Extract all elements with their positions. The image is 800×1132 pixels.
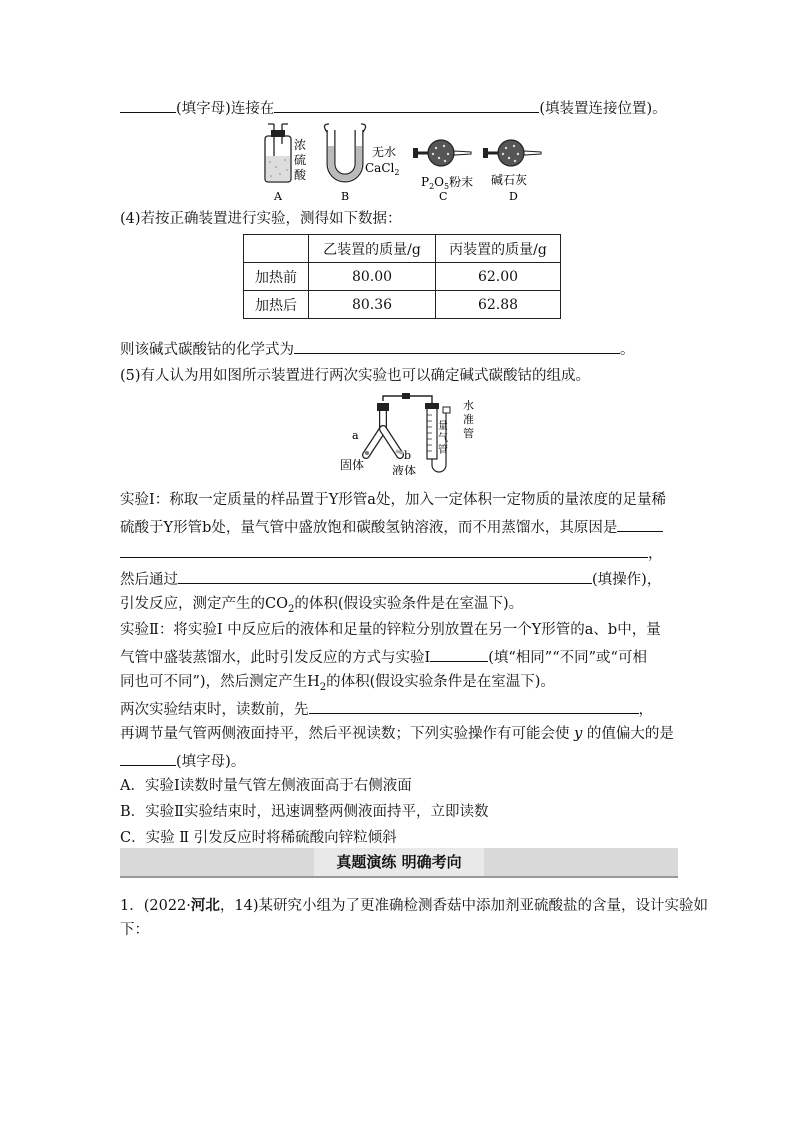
variable-y: y (574, 726, 583, 742)
option-b: B．实验Ⅱ实验结束时，迅速调整两侧液面持平，立即读数 (120, 804, 489, 820)
exp1-line5 (120, 594, 523, 620)
exp2-line3-b: 的体积(假设实验条件是在室温下)。 (326, 674, 555, 690)
formula-text-b: 。 (620, 342, 635, 358)
label-d: D (509, 190, 518, 203)
exp1-line5-a: 引发反应，测定产生的CO (120, 596, 288, 612)
reading-line1-b: ， (638, 702, 653, 718)
mass-data-table (243, 234, 561, 319)
table-header-cell (244, 235, 309, 263)
gas-tube-2: 气 (438, 433, 448, 444)
answer-blank[interactable] (274, 97, 539, 113)
reagent-c: $P_2O_5$粉末 (421, 175, 474, 191)
reading-line2-a: 再调节量气管两侧液面持平，然后平视读数；下列实验操作有可能会使 (120, 726, 570, 742)
question1-line1 (120, 896, 708, 916)
banner-title: 真题演练 明确考向 (336, 853, 462, 871)
y-tube-figure (340, 393, 480, 475)
answer-blank[interactable] (120, 542, 648, 558)
exp1-line4 (120, 568, 661, 590)
table-cell: 62.88 (436, 291, 561, 319)
reagent-b-2: CaCl$_2$ (365, 161, 400, 177)
formula-text-a: 则该碱式碳酸钴的化学式为 (120, 342, 294, 358)
exp1-line1: 实验Ⅰ：称取一定质量的样品置于Y形管a处，加入一定体积一定物质的量浓度的足量稀 (120, 492, 666, 508)
exp2-line1: 实验Ⅱ：将实验Ⅰ 中反应后的液体和足量的锌粒分别放置在另一个Y形管的a、b中，量 (120, 622, 661, 638)
gas-tube-3: 管 (438, 445, 448, 456)
exp2-line3-sub: 2 (319, 681, 327, 693)
reading-line2 (120, 724, 674, 744)
water-tube-2: 准 (463, 413, 474, 426)
water-tube-1: 水 (463, 399, 474, 412)
reagent-a-3: 酸 (294, 168, 307, 182)
connection-text-a: (填字母)连接在 (176, 101, 275, 117)
label-b-port: b (404, 449, 412, 462)
table-row (244, 263, 561, 291)
table-cell-label: 加热后 (244, 291, 309, 319)
answer-blank[interactable] (309, 698, 639, 714)
connection-question-line (120, 97, 667, 119)
exp1-line5-sub: 2 (287, 603, 295, 615)
question1-rest: ，14)某研究小组为了更准确检测香菇中添加剂亚硫酸盐的含量，设计实验如 (219, 898, 709, 914)
q5-intro: (5)有人认为用如图所示装置进行两次实验也可以确定碱式碳酸钴的组成。 (120, 368, 591, 384)
option-c: C．实验 Ⅱ 引发反应时将稀硫酸向锌粒倾斜 (120, 830, 397, 846)
exp1-line2 (120, 516, 663, 538)
label-a-port: a (352, 429, 359, 442)
table-cell-label: 加热前 (244, 263, 309, 291)
liquid-label: 液体 (392, 464, 417, 475)
answer-blank[interactable] (120, 97, 176, 113)
table-header-cell: 丙装置的质量/g (436, 235, 561, 263)
answer-blank[interactable] (178, 568, 592, 584)
connection-text-b: (填装置连接位置)。 (539, 101, 667, 117)
exp1-line4-a: 然后通过 (120, 572, 178, 588)
reagent-a-2: 硫 (294, 153, 307, 167)
exp1-line2-text: 硫酸于Y形管b处，量气管中盛放饱和碳酸氢钠溶液，而不用蒸馏水，其原因是 (120, 520, 618, 536)
table-header-row (244, 235, 561, 263)
reading-line3-text: (填字母)。 (176, 754, 246, 770)
formula-line (120, 338, 635, 360)
label-c: C (439, 190, 448, 203)
question1-num: 1．(2022· (120, 898, 191, 914)
answer-blank[interactable] (430, 646, 488, 662)
answer-blank[interactable] (294, 338, 620, 354)
exp2-line2-a: 气管中盛装蒸馏水，此时引发反应的方式与实验Ⅰ (120, 650, 431, 666)
gas-tube-1: 量 (438, 421, 448, 432)
question1-province: 河北 (190, 897, 220, 914)
answer-blank[interactable] (617, 516, 663, 532)
apparatus-d (483, 140, 541, 166)
exp2-line2 (120, 646, 647, 668)
reading-line3 (120, 750, 245, 772)
table-row (244, 291, 561, 319)
q4-intro: (4)若按正确装置进行实验，测得如下数据： (120, 211, 402, 227)
reading-line1-a: 两次实验结束时，读数前，先 (120, 702, 309, 718)
exp1-line5-b: 的体积(假设实验条件是在室温下)。 (294, 596, 524, 612)
exp1-line4-b: (填操作)， (592, 572, 662, 588)
exp2-line2-b: (填“相同”“不同”或“可相 (488, 650, 647, 666)
reading-line2-b: 的值偏大的是 (586, 726, 674, 742)
solid-label: 固体 (340, 458, 365, 472)
table-cell: 80.36 (309, 291, 436, 319)
table-cell: 62.00 (436, 263, 561, 291)
y-tube (365, 403, 403, 455)
label-b: B (341, 190, 350, 203)
apparatus-b (324, 124, 365, 178)
apparatus-figure (243, 122, 563, 204)
reagent-b-1: 无水 (372, 145, 397, 159)
table-header-cell: 乙装置的质量/g (309, 235, 436, 263)
exp2-line3 (120, 672, 555, 698)
question1-line2: 下： (120, 922, 149, 938)
section-banner (120, 848, 678, 878)
apparatus-a (265, 124, 291, 182)
reagent-a-1: 浓 (294, 138, 307, 152)
water-tube-3: 管 (463, 427, 474, 440)
exp1-line3-end: ， (648, 546, 663, 562)
reading-line1 (120, 698, 653, 720)
answer-blank[interactable] (120, 750, 176, 766)
table-cell: 80.00 (309, 263, 436, 291)
exp1-line3 (120, 542, 663, 564)
option-a: A．实验Ⅰ读数时量气管左侧液面高于右侧液面 (120, 778, 412, 794)
apparatus-c (413, 140, 471, 166)
reagent-d: 碱石灰 (491, 173, 528, 187)
label-a: A (274, 190, 282, 203)
exp2-line3-a: 同也可不同”)，然后测定产生H (120, 674, 320, 690)
